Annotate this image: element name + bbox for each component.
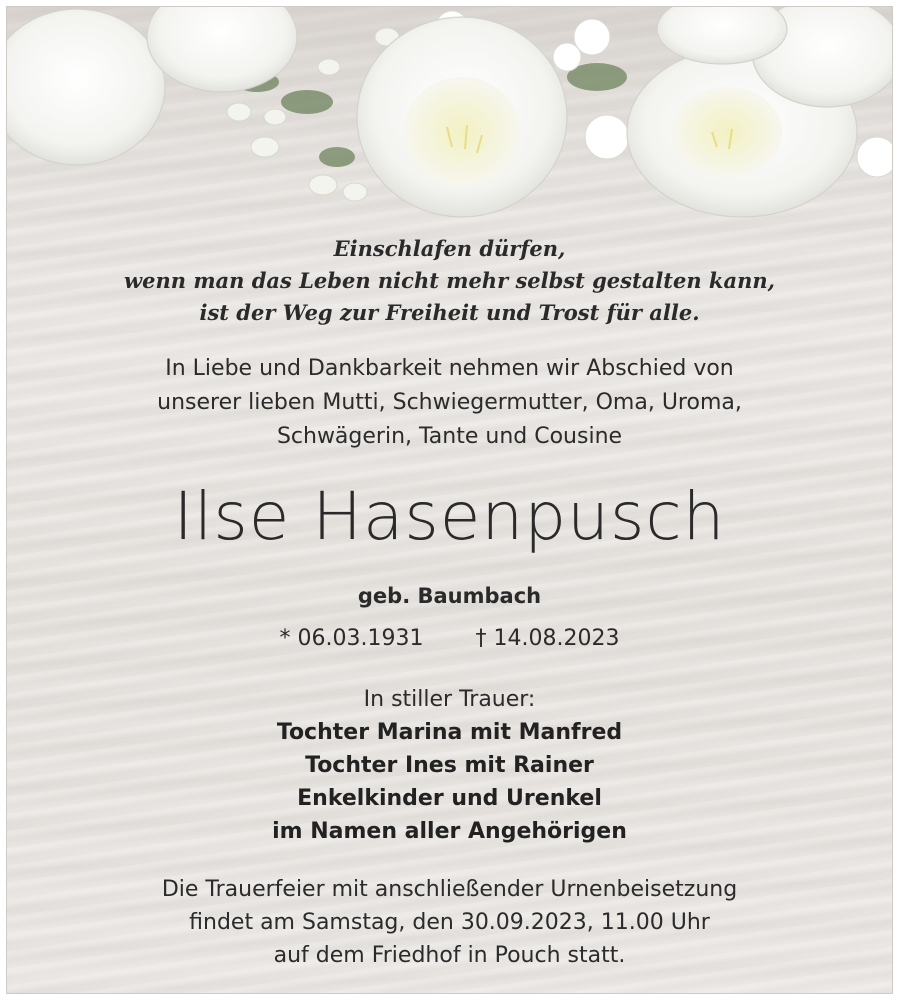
farewell-intro — [7, 352, 892, 454]
life-dates — [7, 623, 892, 655]
quote-line: wenn man das Leben nicht mehr selbst gestalten kann, — [124, 268, 775, 293]
funeral-line: auf dem Friedhof in Pouch statt. — [273, 943, 626, 968]
mourner: Enkelkinder und Urenkel — [297, 786, 602, 811]
birth-date: * 06.03.1931 — [279, 626, 424, 651]
funeral-notice — [7, 873, 892, 972]
funeral-line: Die Trauerfeier mit anschließender Urnenbeisetzung — [161, 877, 738, 902]
funeral-line: findet am Samstag, den 30.09.2023, 11.00 Uhr — [189, 910, 710, 935]
birth-name: geb. Baumbach — [357, 584, 542, 608]
intro-line: In Liebe und Dankbarkeit nehmen wir Abschied von — [165, 356, 734, 381]
mourner: Tochter Marina mit Manfred — [276, 720, 623, 745]
quote-line: ist der Weg zur Freiheit und Trost für alle. — [199, 300, 700, 325]
deceased-name: Ilse Hasenpusch — [173, 478, 726, 555]
intro-line: Schwägerin, Tante und Cousine — [276, 424, 623, 449]
mourner: im Namen aller Angehörigen — [272, 819, 627, 844]
quote-line: Einschlafen dürfen, — [333, 236, 566, 261]
white-tulips-image — [7, 7, 892, 232]
obituary-card — [6, 6, 893, 994]
mourners-list — [7, 716, 892, 848]
mourning-label: In stiller Trauer: — [363, 687, 536, 712]
intro-line: unserer lieben Mutti, Schwiegermutter, Oma, Uroma, — [157, 390, 742, 415]
death-date: † 14.08.2023 — [475, 626, 620, 651]
quote — [7, 233, 892, 329]
mourner: Tochter Ines mit Rainer — [305, 753, 594, 778]
